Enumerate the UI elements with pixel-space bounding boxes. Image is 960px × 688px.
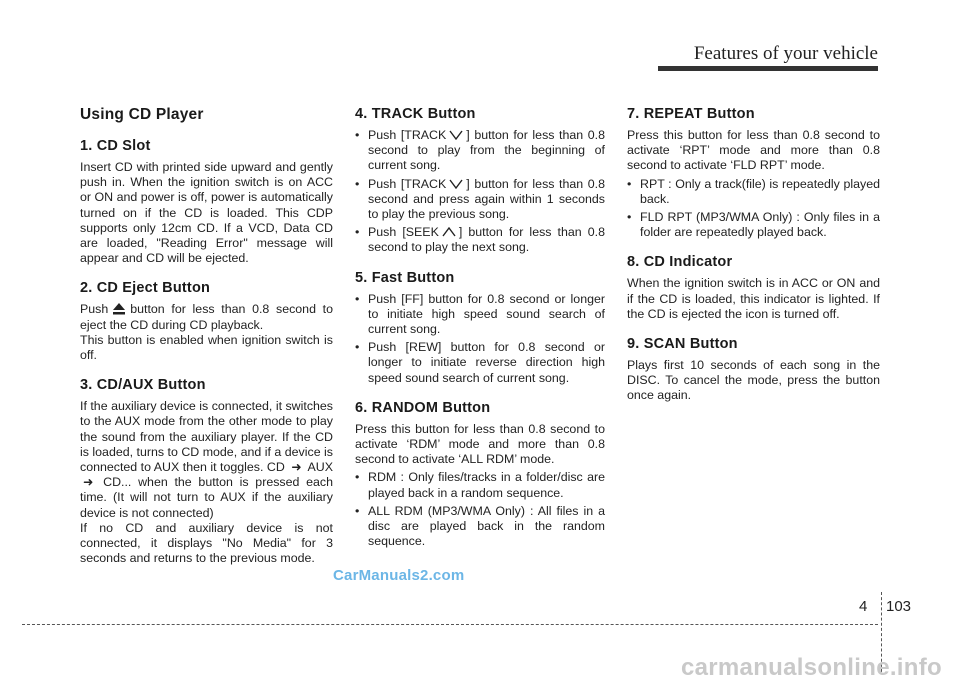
body-text: Push [SEEK (368, 225, 439, 240)
section-title: 2. CD Eject Button (80, 280, 211, 297)
bullet-item (355, 177, 605, 223)
section-body: This button is enabled when ignition switch is off. (80, 332, 333, 363)
section-random (355, 400, 605, 550)
section-title: 1. CD Slot (80, 138, 151, 154)
chevron-up-icon (442, 227, 456, 237)
section-cd-indicator (627, 254, 880, 322)
section-title: 5. Fast Button (355, 269, 455, 286)
body-text: If the auxiliary device is connected, it switches to the AUX mode from the other mode to play the sound from the auxiliary player. If the CD is loaded, turns to CD mode, and if a device is connected to AUX then it toggles. CD (80, 399, 333, 475)
header-rule (658, 66, 878, 71)
body-text: ] button for less than 0.8 second and press again within 1 seconds to play the previous song. (368, 176, 605, 222)
section-title: 3. CD/AUX Button (80, 377, 206, 394)
bullet-item: • RDM : Only files/tracks in a folder/disc are played back in a random sequence. (355, 470, 605, 500)
bullet-item: • FLD RPT (MP3/WMA Only) : Only files in a folder are repeatedly played back. (627, 210, 880, 240)
section-title: 8. CD Indicator (627, 254, 733, 271)
body-text: button for less than 0.8 second to eject the CD during CD playback. (80, 302, 333, 332)
header-title: Features of your vehicle (693, 43, 878, 64)
body-text: Push (80, 302, 109, 317)
section-title: 6. RANDOM Button (355, 399, 491, 416)
body-text: ] button for less than 0.8 second to play the next song. (368, 225, 605, 255)
column-2 (355, 106, 605, 563)
section-repeat (627, 106, 880, 240)
section-heading: Using CD Player (80, 106, 204, 123)
watermark-link[interactable]: CarManuals2.com (333, 567, 465, 584)
body-text: Push [TRACK (368, 128, 447, 142)
chevron-down-icon (449, 130, 463, 140)
section-body: Insert CD with printed side upward and gently push in. When the ignition switch is on ACC or ON and power is off, power is automatically turned on if the CD is loaded. This CDP supports only 12cm CD. If a VCD, Data CD are loaded, "Reading Error" message will appear and CD will be ejected. (80, 160, 333, 266)
section-track (355, 106, 605, 256)
bullet-item (355, 225, 605, 255)
bullet-item: • Push [REW] button for 0.8 second or longer to initiate reverse direction high speed sound search of current song. (355, 340, 605, 386)
bullet-item (355, 128, 605, 174)
bullet-item: • RPT : Only a track(file) is repeatedly played back. (627, 177, 880, 207)
section-title: 9. SCAN Button (627, 336, 738, 353)
section-body: If no CD and auxiliary device is not connected, it displays "No Media" for 3 seconds and returns to the previous mode. (80, 520, 333, 566)
column-3 (627, 106, 880, 418)
bullet-item: • Push [FF] button for 0.8 second or longer to initiate high speed sound search of current song. (355, 292, 605, 338)
section-title: 4. TRACK Button (355, 106, 476, 122)
section-scan (627, 336, 880, 404)
section-body: Press this button for less than 0.8 second to activate ‘RPT’ mode and more than 0.8 second to activate ‘FLD RPT’ mode. (627, 128, 880, 173)
bullet-item: • ALL RDM (MP3/WMA Only) : All files in a disc are played back in the random sequence. (355, 504, 605, 550)
watermark-site[interactable]: carmanualsonline.info (680, 654, 942, 681)
section-cd-slot (80, 138, 333, 266)
column-1 (80, 106, 333, 580)
eject-icon (112, 303, 126, 315)
chapter-number: 4 (859, 598, 868, 615)
arrow-right-icon: ➜ (291, 460, 302, 475)
section-body: When the ignition switch is in ACC or ON and if the CD is loaded, this indicator is lighted. If the CD is ejected the icon is turned off. (627, 276, 880, 321)
page-number: 103 (886, 598, 912, 615)
body-text: ] button for less than 0.8 second to play from the beginning of current song. (368, 128, 605, 173)
section-body: Press this button for less than 0.8 second to activate ‘RDM’ mode and more than 0.8 second to activate ‘ALL RDM’ mode. (355, 421, 605, 467)
body-text: CD... when the button is pressed each time. (It will not turn to AUX if the auxiliary device is not connected) (80, 475, 333, 520)
chevron-down-icon (449, 179, 463, 189)
arrow-right-icon: ➜ (83, 475, 94, 490)
footer-divider (22, 624, 878, 625)
section-body (80, 302, 333, 332)
body-text: Push [TRACK (368, 176, 447, 191)
section-body: Plays first 10 seconds of each song in the DISC. To cancel the mode, press the button once again. (627, 358, 880, 403)
section-cd-aux (80, 377, 333, 566)
section-title: 7. REPEAT Button (627, 106, 755, 122)
body-text: AUX (307, 460, 333, 475)
section-fast (355, 270, 605, 386)
section-body (80, 399, 333, 521)
section-cd-eject (80, 280, 333, 363)
